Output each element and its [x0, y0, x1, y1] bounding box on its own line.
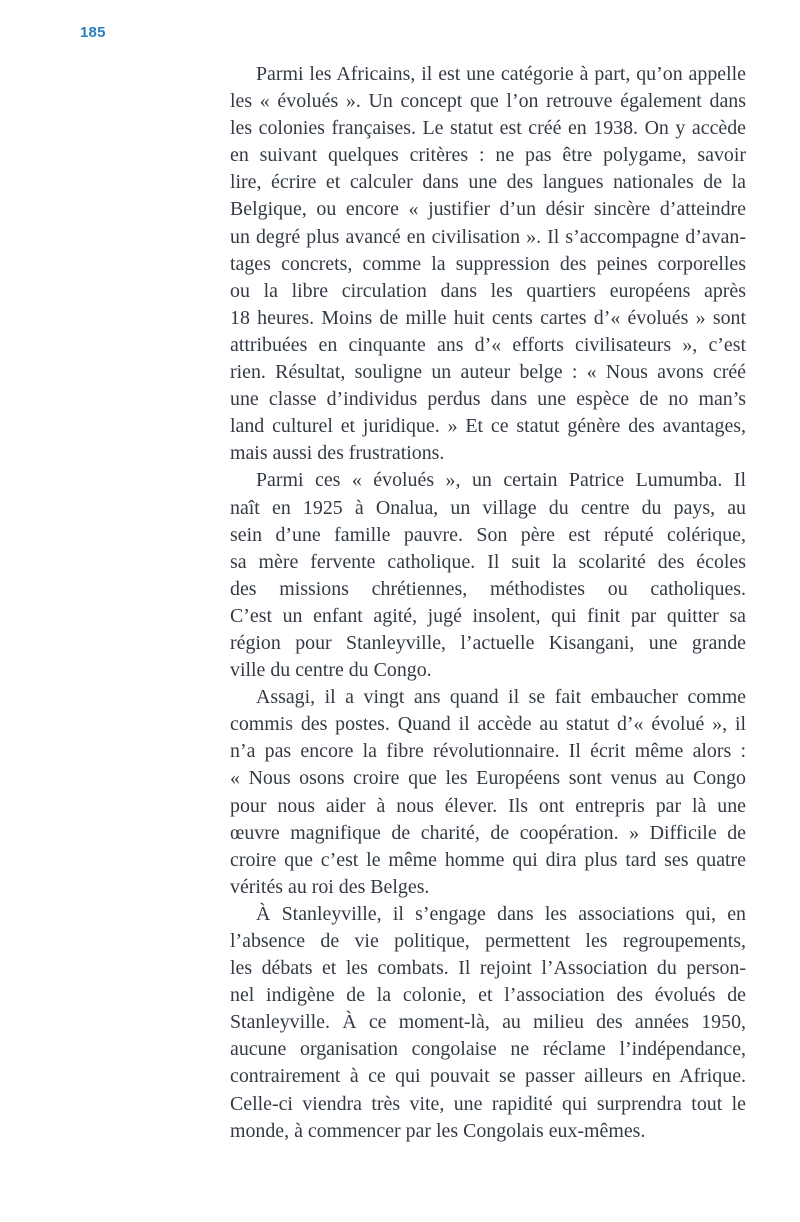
body-text [230, 61, 746, 1145]
paragraph-3 [230, 684, 746, 901]
text-line: lire, écrire et calculer dans une des langues nationales de la [230, 171, 746, 194]
text-line: attribuées en cinquante ans d’« efforts civilisateurs », c’est [230, 333, 746, 356]
text-line: rien. Résultat, souligne un auteur belge : « Nous avons créé [230, 361, 746, 384]
text-line: 18 heures. Moins de mille huit cents cartes d’« évolués » sont [230, 306, 746, 329]
paragraph-1 [230, 61, 746, 467]
text-line: mais aussi des frustrations. [230, 442, 445, 465]
text-line: tages concrets, comme la suppression des peines corporelles [230, 252, 746, 275]
text-line: monde, à commencer par les Congolais eux-mêmes. [230, 1119, 646, 1142]
text-line: pour nous aider à nous élever. Ils ont entrepris par là une [230, 794, 746, 817]
text-line: les colonies françaises. Le statut est créé en 1938. On y accède [230, 117, 746, 140]
text-line: Assagi, il a vingt ans quand il se fait embaucher comme [256, 686, 746, 709]
text-line: Parmi les Africains, il est une catégorie à part, qu’on appelle [256, 63, 746, 85]
text-line: sein d’une famille pauvre. Son père est réputé colérique, [230, 523, 746, 546]
text-line: contrairement à ce qui pouvait se passer ailleurs en Afrique. [230, 1065, 746, 1088]
page-number: 185 [80, 24, 106, 41]
text-line: n’a pas encore la fibre révolutionnaire. Il écrit même alors : [230, 740, 746, 763]
text-line: naît en 1925 à Onalua, un village du centre du pays, au [230, 496, 746, 519]
text-line: œuvre magnifique de charité, de coopération. » Difficile de [230, 821, 746, 844]
text-line: Stanleyville. À ce moment-là, au milieu des années 1950, [230, 1011, 746, 1034]
text-line: nel indigène de la colonie, et l’association des évolués de [230, 984, 746, 1007]
text-line: ville du centre du Congo. [230, 659, 432, 682]
text-line: « Nous osons croire que les Européens sont venus au Congo [230, 767, 746, 790]
paragraph-4 [230, 901, 746, 1145]
text-line: Parmi ces « évolués », un certain Patrice Lumumba. Il [256, 469, 746, 492]
text-line: en suivant quelques critères : ne pas être polygame, savoir [230, 144, 746, 167]
paragraph-2 [230, 467, 746, 684]
text-line: ou la libre circulation dans les quartiers européens après [230, 279, 746, 302]
text-line: un degré plus avancé en civilisation ». Il s’accompagne d’avan- [230, 225, 746, 248]
text-line: croire que c’est le même homme qui dira plus tard ses quatre [230, 848, 746, 871]
text-line: vérités au roi des Belges. [230, 875, 430, 898]
text-line: Belgique, ou encore « justifier d’un désir sincère d’atteindre [230, 198, 746, 221]
text-line: C’est un enfant agité, jugé insolent, qui finit par quitter sa [230, 604, 746, 627]
text-line: des missions chrétiennes, méthodistes ou catholiques. [230, 577, 746, 600]
text-line: Celle-ci viendra très vite, une rapidité qui surprendra tout le [230, 1092, 746, 1115]
text-line: les débats et les combats. Il rejoint l’Association du person- [230, 957, 746, 980]
text-line: les « évolués ». Un concept que l’on retrouve également dans [230, 90, 746, 113]
text-line: land culturel et juridique. » Et ce statut génère des avantages, [230, 415, 746, 438]
text-line: région pour Stanleyville, l’actuelle Kisangani, une grande [230, 631, 746, 654]
text-line: l’absence de vie politique, permettent les regroupements, [230, 930, 746, 952]
text-line: une classe d’individus perdus dans une espèce de no man’s [230, 388, 746, 411]
text-line: sa mère fervente catholique. Il suit la scolarité des écoles [230, 550, 746, 573]
text-line: commis des postes. Quand il accède au statut d’« évolué », il [230, 713, 746, 736]
text-line: À Stanleyville, il s’engage dans les associations qui, en [256, 902, 746, 925]
text-line: aucune organisation congolaise ne réclame l’indépendance, [230, 1038, 746, 1061]
